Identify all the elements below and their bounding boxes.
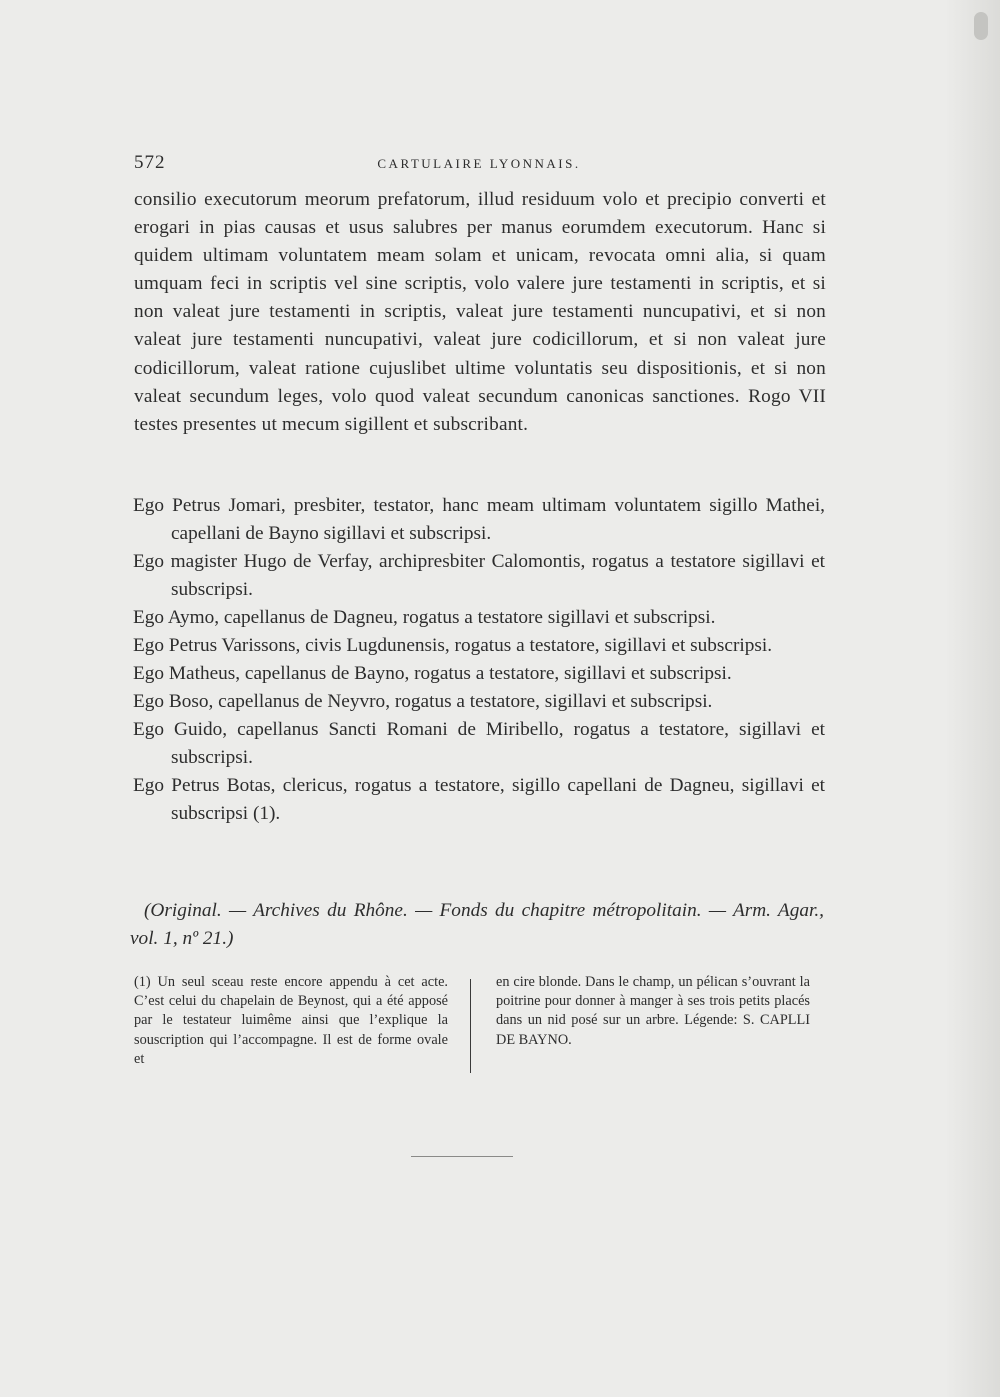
body-paragraph: consilio executorum meorum prefatorum, illud residuum volo et precipio converti et erogari in pias causas et usus salubres per manus eorumdem executorum. Hanc si quidem ultimam voluntatem meam solam et unicam, revocata omni alia, si quam umquam feci in scriptis vel sine scriptis, volo valere jure testamenti in scriptis, et si non valeat jure testamenti in scriptis, valeat jure testamenti nuncupativi, et si non valeat jure testamenti nuncupativi, valeat jure codicillorum, et si non valeat jure codicillorum, valeat ratione cujuslibet ultime voluntatis seu dispositionis, et si non valeat secundum leges, volo quod valeat secundum canonicas sanctiones. Rogo VII testes presentes ut mecum sigillent et subscribant. <box>134 189 826 435</box>
signature-entry: Ego Aymo, capellanus de Dagneu, rogatus a testatore sigillavi et subscripsi. <box>133 607 716 628</box>
footnote-left-column: (1) Un seul sceau reste encore appendu à cet acte. C’est celui du chapelain de Beynost, qui a été apposé par le testateur luimême ainsi que l’explique la souscription qui l’accompagne. Il est de forme ovale et <box>134 974 448 1067</box>
binding-mark <box>974 12 988 40</box>
signature-list <box>133 492 825 828</box>
page-number: 572 <box>134 152 166 173</box>
signature-entry: Ego Petrus Varissons, civis Lugdunensis, rogatus a testatore, sigillavi et subscripsi. <box>133 635 773 656</box>
signature-entry: Ego magister Hugo de Verfay, archipresbiter Calomontis, rogatus a testatore sigillavi et subscripsi. <box>133 551 825 600</box>
footnote-column-divider <box>470 979 471 1073</box>
footnotes <box>134 973 826 1083</box>
source-citation: (Original. — Archives du Rhône. — Fonds du chapitre métropolitain. — Arm. Agar., vol. 1, nº 21.) <box>130 900 824 949</box>
page-edge-shadow <box>945 0 1000 1397</box>
signature-entry: Ego Matheus, capellanus de Bayno, rogatus a testatore, sigillavi et subscripsi. <box>133 663 732 684</box>
signature-entry: Ego Petrus Botas, clericus, rogatus a testatore, sigillo capellani de Dagneu, sigillavi et subscripsi (1). <box>133 775 825 824</box>
signature-entry: Ego Petrus Jomari, presbiter, testator, hanc meam ultimam voluntatem sigillo Mathei, capellani de Bayno sigillavi et subscripsi. <box>133 495 825 544</box>
signature-entry: Ego Boso, capellanus de Neyvro, rogatus a testatore, sigillavi et subscripsi. <box>133 691 713 712</box>
signature-entry: Ego Guido, capellanus Sancti Romani de Miribello, rogatus a testatore, sigillavi et subscripsi. <box>133 719 825 768</box>
running-title: CARTULAIRE LYONNAIS. <box>377 156 581 171</box>
end-rule <box>411 1156 513 1157</box>
footnote-right-column: en cire blonde. Dans le champ, un pélican s’ouvrant la poitrine pour donner à manger à ses trois petits placés dans un nid posé sur un arbre. Légende: S. CAPLLI DE BAYNO. <box>496 974 810 1048</box>
page-header <box>134 152 824 176</box>
